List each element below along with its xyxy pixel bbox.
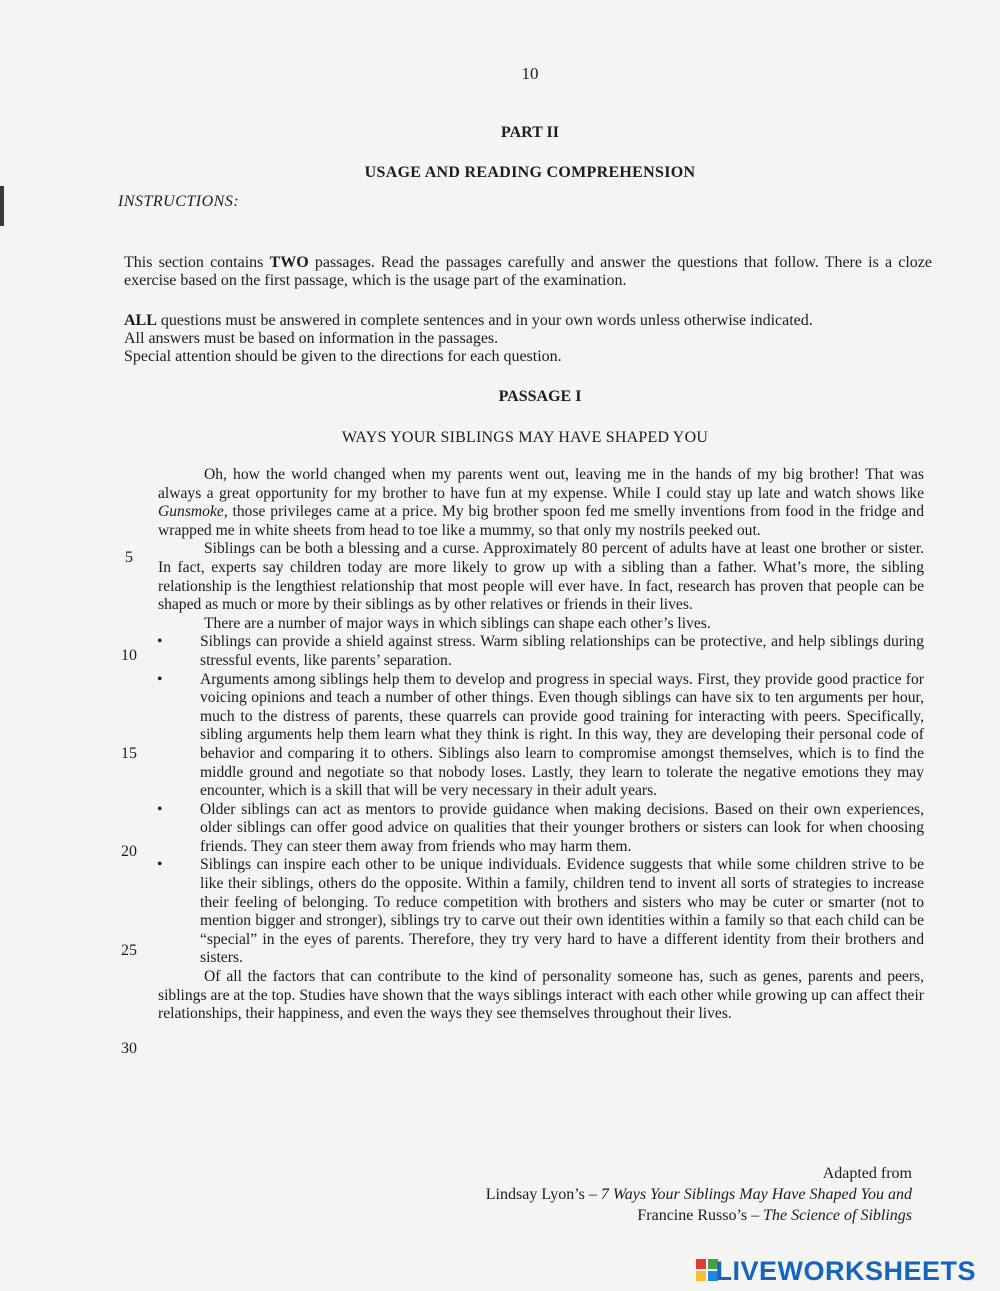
list-item: • Siblings can provide a shield against stress. Warm sibling relationships can be protective, and help siblings during stressful events, like parents’ separation. bbox=[157, 633, 924, 669]
list-item: • Arguments among siblings help them to develop and progress in special ways. First, they provide good practice for voicing opinions and teach a number of other things. Even though siblings can have six to ten arguments per hour, much to the distress of parents, these quarrels can provide good training for interacting with peers. Specifically, sibling arguments help them learn what they think is right. In this way, they are developing their personal code of behavior and comparing it to others. Siblings also learn to compromise amongst themselves, which is to find the middle ground and negotiate so that nobody loses. Lastly, they learn to tolerate the negative emotions they may encounter, which is a skill that will be very necessary in their adult years. bbox=[157, 670, 924, 800]
bullet-icon: • bbox=[157, 856, 163, 874]
line-number: 25 bbox=[121, 942, 137, 959]
emphasis-all: ALL bbox=[124, 312, 157, 329]
instructions-heading: INSTRUCTIONS: bbox=[118, 193, 240, 210]
section-title: USAGE AND READING COMPREHENSION bbox=[364, 164, 696, 181]
instructions-line-4: Special attention should be given to the directions for each question. bbox=[124, 348, 562, 365]
passage-heading: PASSAGE I bbox=[498, 388, 582, 405]
bullet-icon: • bbox=[157, 670, 163, 688]
line-number: 20 bbox=[121, 843, 137, 860]
logo-square-yellow bbox=[696, 1271, 706, 1281]
instructions-paragraph-2: ALL questions must be answered in complete sentences and in your own words unless otherwise indicated. All answers must be based on information in the passages. Special attention should be given to the directions for each question. bbox=[124, 312, 932, 366]
emphasis-two: TWO bbox=[269, 254, 309, 271]
line-number: 10 bbox=[121, 647, 137, 664]
line-number: 30 bbox=[121, 1040, 137, 1057]
passage-paragraph-last: Of all the factors that can contribute to the kind of personality someone has, such as genes, parents and peers, siblings are at the top. Studies have shown that the ways siblings interact with each other while growing up can affect their relationships, their happiness, and even the ways they see themselves throughout their lives. bbox=[158, 968, 924, 1023]
list-item: • Siblings can inspire each other to be unique individuals. Evidence suggests that while some children strive to be like their siblings, others do the opposite. Within a family, children tend to invent all sorts of strategies to increase their feeling of belonging. To reduce competition with brothers and sisters who may be cuter or smarter (not to mention bigger and stronger), siblings try to carve out their own identities within a family so that each child can be “special” in the eyes of parents. Therefore, they try very hard to have a different identity from their brothers and sisters. bbox=[157, 856, 924, 967]
page-number: 10 bbox=[521, 64, 539, 83]
passage-paragraph-3: There are a number of major ways in which siblings can shape each other’s lives. bbox=[204, 614, 711, 632]
instructions-line-3: All answers must be based on information in the passages. bbox=[124, 330, 499, 347]
passage-title: WAYS YOUR SIBLINGS MAY HAVE SHAPED YOU bbox=[341, 429, 709, 446]
line-number: 5 bbox=[125, 549, 133, 566]
source-credit: Adapted from Lindsay Lyon’s – 7 Ways Your Siblings May Have Shaped You and Francine Russo’s – The Science of Siblings bbox=[485, 1165, 912, 1224]
scan-edge-mark bbox=[0, 186, 4, 226]
liveworksheets-watermark[interactable]: LIVEWORKSHEETS bbox=[715, 1256, 976, 1286]
line-number: 15 bbox=[121, 745, 137, 762]
bullet-icon: • bbox=[157, 633, 163, 651]
instructions-paragraph-1: This section contains TWO passages. Read the passages carefully and answer the questions that follow. There is a cloze exercise based on the first passage, which is the usage part of the examination. bbox=[124, 254, 932, 289]
bullet-list bbox=[158, 633, 924, 968]
list-item: • Older siblings can act as mentors to provide guidance when making decisions. Based on their own experiences, older siblings can offer good advice on qualities that their younger brothers or sisters can look for when choosing friends. They can steer them away from friends who may harm them. bbox=[157, 800, 924, 855]
passage-paragraph-2: Siblings can be both a blessing and a curse. Approximately 80 percent of adults have at least one brother or sister. In fact, experts say children today are more likely to grow up with a sibling than a father. What’s more, the sibling relationship is the lengthiest relationship that most people will ever have. In fact, research has proven that people can be shaped as much or more by their siblings as by other relatives or friends in their lives. bbox=[158, 540, 924, 614]
part-heading: PART II bbox=[501, 124, 559, 141]
passage-paragraph-1: Oh, how the world changed when my parents went out, leaving me in the hands of my big brother! That was always a great opportunity for my brother to have fun at my expense. While I could stay up late and watch shows like Gunsmoke, those privileges came at a price. My big brother spoon fed me smelly inventions from food in the fridge and wrapped me in white sheets from head to toe like a mummy, so that only my nostrils peeked out. bbox=[158, 466, 924, 539]
bullet-icon: • bbox=[157, 800, 163, 818]
passage-body bbox=[158, 466, 924, 1024]
logo-square-red bbox=[696, 1259, 706, 1269]
